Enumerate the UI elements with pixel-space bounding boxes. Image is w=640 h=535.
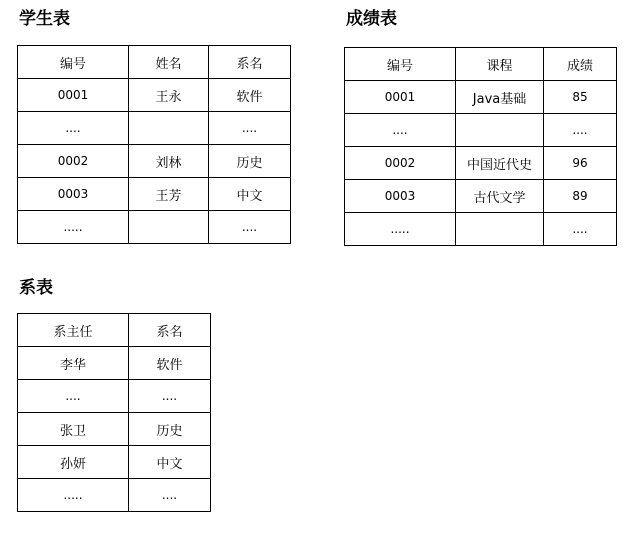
table-cell: 0003 [345, 180, 456, 213]
table-cell: 李华 [18, 347, 129, 380]
table-cell [129, 112, 209, 145]
header-cell-course: 课程 [456, 48, 544, 81]
table-cell: 刘林 [129, 145, 209, 178]
table-header-row [18, 314, 211, 347]
table-cell: 软件 [209, 79, 291, 112]
table-cell: 0002 [345, 147, 456, 180]
table-cell: .... [18, 380, 129, 413]
table-row [18, 479, 211, 512]
table-cell [456, 213, 544, 246]
table-cell: 0003 [18, 178, 129, 211]
table-cell: .... [18, 112, 129, 145]
header-cell-id: 编号 [345, 48, 456, 81]
table-cell: .... [209, 112, 291, 145]
table-cell: Java基础 [456, 81, 544, 114]
table-cell: 王芳 [129, 178, 209, 211]
table-cell: 85 [544, 81, 617, 114]
table-row [18, 347, 211, 380]
score-table-title: 成绩表 [346, 9, 397, 29]
dept-table-title: 系表 [19, 278, 53, 298]
table-cell: 0002 [18, 145, 129, 178]
table-cell: .... [209, 211, 291, 244]
table-cell: 孙妍 [18, 446, 129, 479]
table-cell: 中文 [129, 446, 211, 479]
table-cell: .... [544, 114, 617, 147]
table-cell: ..... [18, 211, 129, 244]
table-cell: 历史 [129, 413, 211, 446]
header-cell-score: 成绩 [544, 48, 617, 81]
table-row [345, 114, 617, 147]
student-table-title: 学生表 [19, 9, 70, 29]
header-cell-id: 编号 [18, 46, 129, 79]
score-table [344, 47, 617, 246]
table-cell: 古代文学 [456, 180, 544, 213]
table-row [18, 112, 291, 145]
header-cell-dept: 系名 [129, 314, 211, 347]
table-row [18, 446, 211, 479]
table-cell [129, 211, 209, 244]
table-cell: .... [129, 380, 211, 413]
table-cell: 张卫 [18, 413, 129, 446]
table-row [18, 413, 211, 446]
table-row [345, 147, 617, 180]
header-cell-dept: 系名 [209, 46, 291, 79]
table-header-row [18, 46, 291, 79]
table-row [18, 178, 291, 211]
header-cell-name: 姓名 [129, 46, 209, 79]
table-cell: 王永 [129, 79, 209, 112]
student-table [17, 45, 291, 244]
table-row [345, 180, 617, 213]
table-row [18, 380, 211, 413]
table-row [18, 145, 291, 178]
table-cell: 96 [544, 147, 617, 180]
table-cell: 中国近代史 [456, 147, 544, 180]
table-cell: .... [544, 213, 617, 246]
table-cell: 软件 [129, 347, 211, 380]
table-cell: 0001 [18, 79, 129, 112]
table-row [345, 213, 617, 246]
table-row [18, 211, 291, 244]
table-cell: 历史 [209, 145, 291, 178]
header-cell-director: 系主任 [18, 314, 129, 347]
table-cell [456, 114, 544, 147]
table-cell: .... [345, 114, 456, 147]
table-cell: 0001 [345, 81, 456, 114]
table-row [18, 79, 291, 112]
dept-table [17, 313, 211, 512]
table-cell: 89 [544, 180, 617, 213]
table-cell: ..... [345, 213, 456, 246]
table-row [345, 81, 617, 114]
table-header-row [345, 48, 617, 81]
table-cell: ..... [18, 479, 129, 512]
table-cell: 中文 [209, 178, 291, 211]
table-cell: .... [129, 479, 211, 512]
